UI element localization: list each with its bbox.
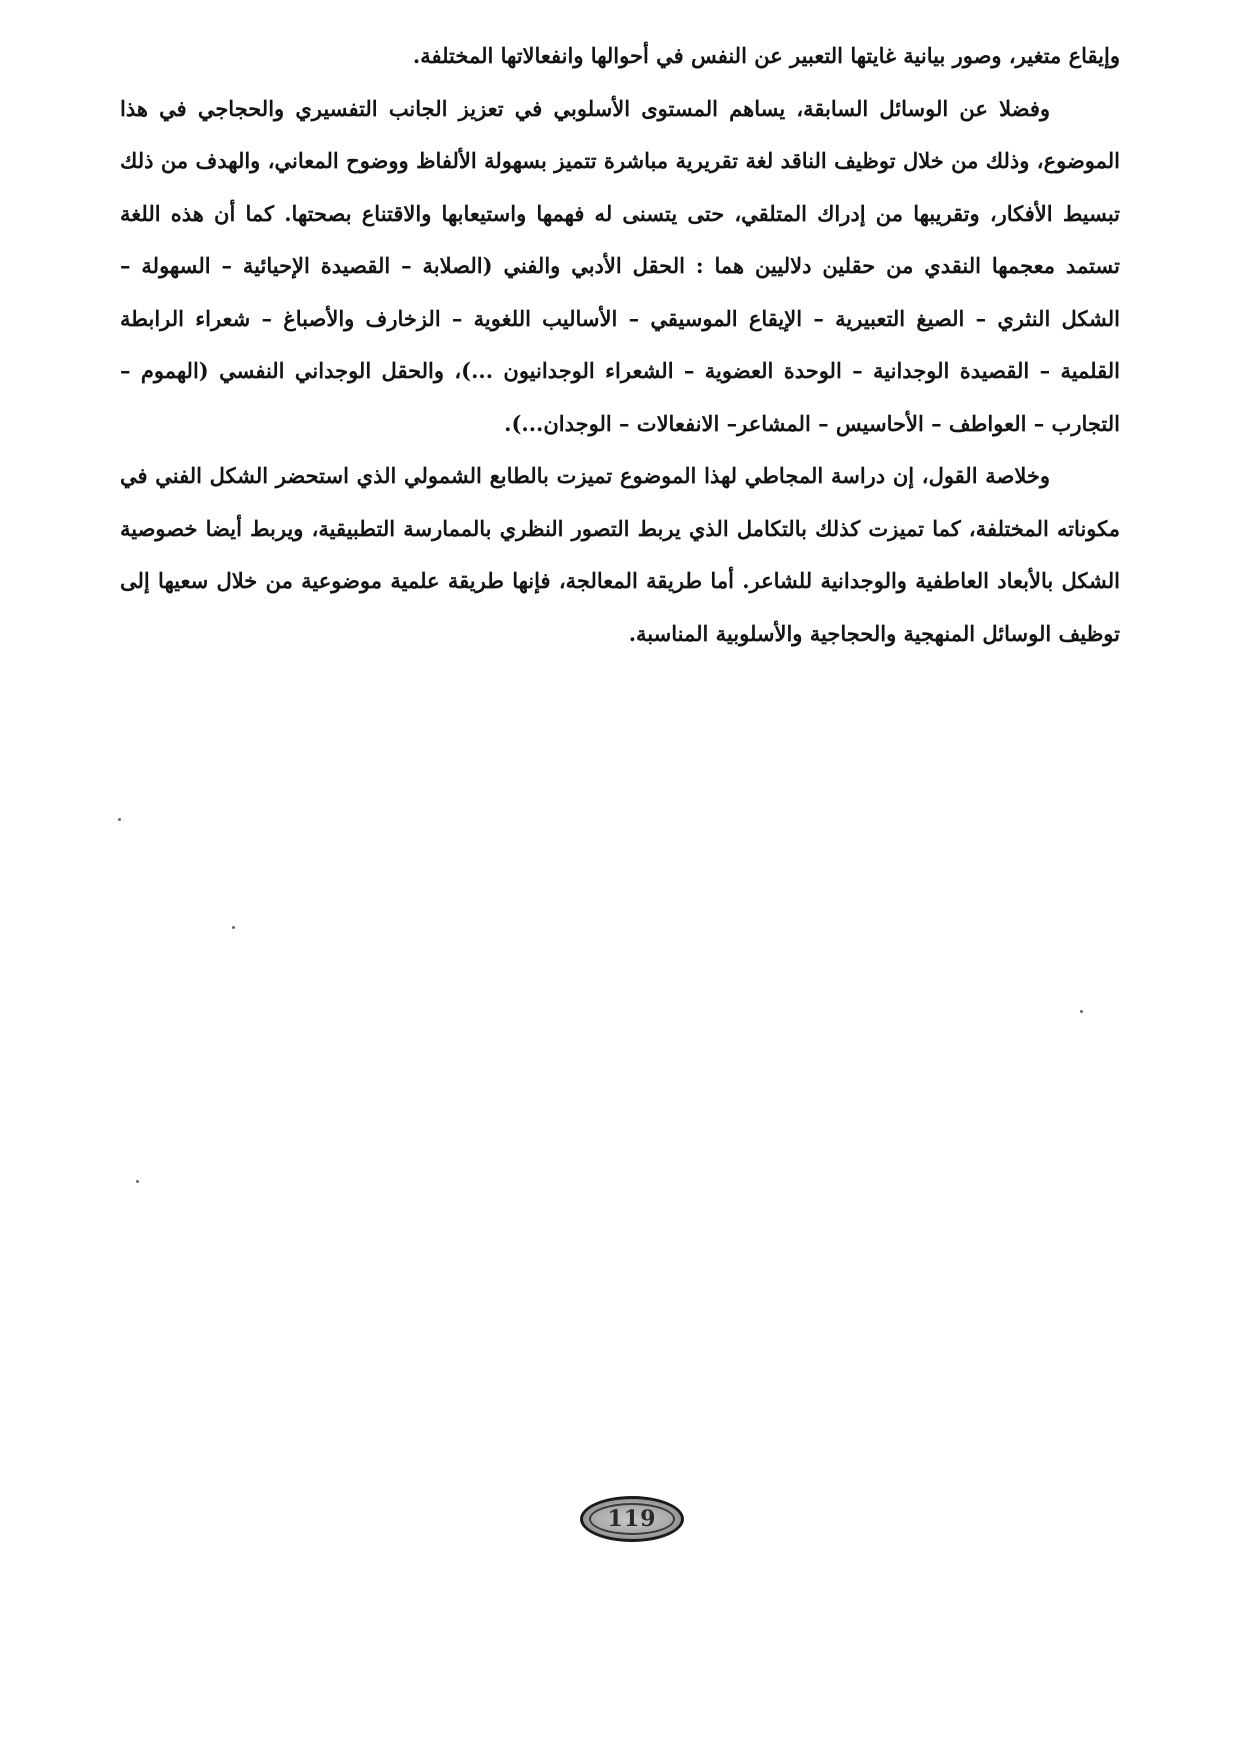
scan-speck <box>1080 1010 1083 1013</box>
paragraph-stylistic-level: وفضلا عن الوسائل السابقة، يساهم المستوى الأسلوبي في تعزيز الجانب التفسيري والحجاجي في هذا الموضوع، وذلك من خلال توظيف الناقد لغة تقريرية مباشرة تتميز بسهولة الألفاظ ووضوح المعاني، والهدف من ذلك تبسيط الأفكار، وتقريبها من إدراك المتلقي، حتى يتسنى له فهمها واستيعابها والاقتناع بصحتها. كما أن هذه اللغة تستمد معجمها النقدي من حقلين دلاليين هما : الحقل الأدبي والفني (الصلابة – القصيدة الإحيائية – السهولة – الشكل النثري – الصيغ التعبيرية – الإيقاع الموسيقي – الأساليب اللغوية – الزخارف والأصباغ – شعراء الرابطة القلمية – القصيدة الوجدانية – الوحدة العضوية – الشعراء الوجدانيون ...)، والحقل الوجداني النفسي (الهموم – التجارب – العواطف – الأحاسيس – المشاعر– الانفعالات – الوجدان...). <box>120 95 1121 436</box>
body-text <box>120 30 1120 660</box>
page-number-badge <box>580 1496 684 1542</box>
scan-speck <box>118 818 121 821</box>
scan-speck <box>232 926 235 929</box>
scan-speck <box>136 1180 139 1183</box>
paragraph-conclusion: وخلاصة القول، إن دراسة المجاطي لهذا الموضوع تميزت بالطابع الشمولي الذي استحضر الشكل الفني في مكوناته المختلفة، كما تميزت كذلك بالتكامل الذي يربط التصور النظري بالممارسة التطبيقية، ويربط أيضا خصوصية الشكل بالأبعاد العاطفية والوجدانية للشاعر. أما طريقة المعالجة، فإنها طريقة علمية موضوعية من خلال سعيها إلى توظيف الوسائل المنهجية والحجاجية والأسلوبية المناسبة. <box>120 463 1120 646</box>
page-number-inner-ring <box>589 1503 675 1535</box>
page-number: 119 <box>607 1506 657 1532</box>
paragraph-continuation: وإيقاع متغير، وصور بيانية غايتها التعبير عن النفس في أحوالها وانفعالاتها المختلفة. <box>412 43 1120 68</box>
